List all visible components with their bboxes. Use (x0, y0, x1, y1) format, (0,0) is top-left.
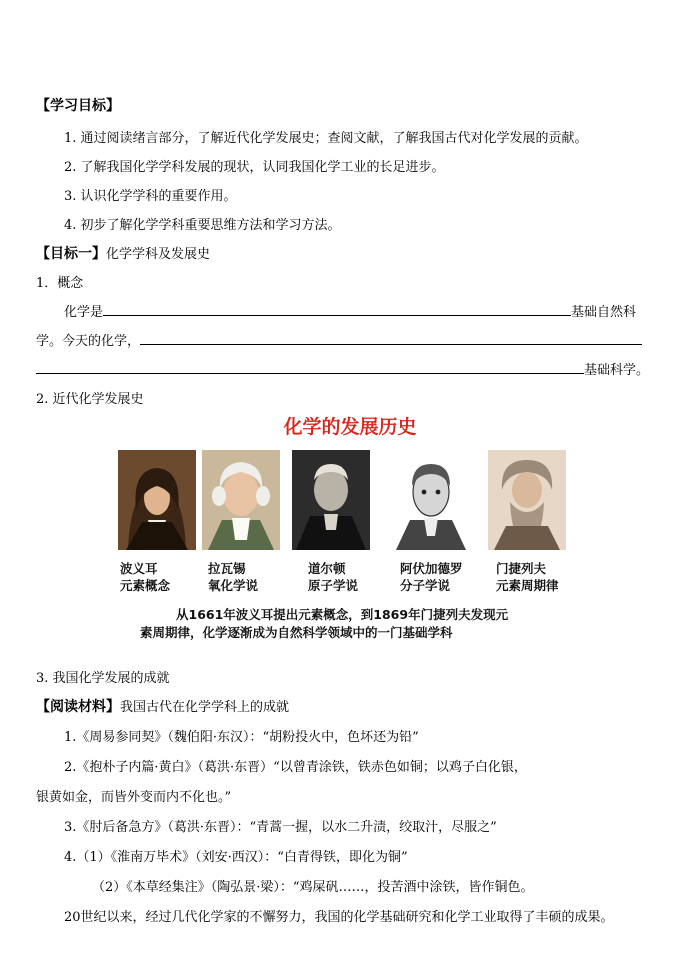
concept-blank-3[interactable] (36, 373, 584, 374)
reading-item-2-cont: 银黄如金，而皆外变而内不化也。” (36, 790, 232, 805)
objective-item-4: 4. 初步了解化学学科重要思维方法和学习方法。 (64, 218, 341, 233)
objective-item-1: 1. 通过阅读绪言部分，了解近代化学发展史；查阅文献，了解我国古代对化学发展的贡献。 (64, 131, 588, 146)
reading-item-4-1: 4.（1）《淮南万毕术》（刘安·西汉）：“白青得铁，即化为铜” (64, 850, 408, 865)
scientist-name: 拉瓦锡 (208, 561, 246, 576)
concept-line-3 (36, 359, 649, 378)
scientist-caption-5 (496, 560, 559, 594)
scientist-caption-2 (208, 560, 258, 594)
objective-item-3: 3. 认识化学学科的重要作用。 (64, 189, 237, 204)
concept-line-1 (64, 301, 636, 320)
goal1-title: 化学学科及发展史 (106, 247, 211, 262)
reading-heading: 【阅读材料】 (36, 699, 120, 715)
scientist-caption-4 (400, 560, 463, 594)
portrait-mendeleev (488, 450, 566, 550)
reading-title: 我国古代在化学学科上的成就 (120, 700, 290, 715)
scientist-name: 门捷列夫 (496, 561, 547, 576)
scientist-name: 阿伏加德罗 (400, 561, 463, 576)
history-heading: 2. 近代化学发展史 (36, 392, 144, 407)
portrait-lavoisier (202, 450, 280, 550)
figure-summary-line-2: 素周期律，化学逐渐成为自然科学领域中的一门基础学科 (140, 625, 453, 640)
concept-suffix-3: 基础科学。 (584, 363, 650, 378)
reading-item-1: 1.《周易参同契》（魏伯阳·东汉）：“胡粉投火中，色坏还为铅” (64, 730, 419, 745)
reading-item-2: 2.《抱朴子内篇·黄白》（葛洪·东晋）“以曾青涂铁，铁赤色如铜；以鸡子白化银， (64, 760, 527, 775)
concept-prefix-1: 化学是 (64, 305, 104, 320)
goal1-row (36, 243, 210, 263)
portrait-boyle (118, 450, 196, 550)
objective-item-2: 2. 了解我国化学学科发展的现状，认同我国化学工业的长足进步。 (64, 160, 445, 175)
scientist-name: 道尔顿 (308, 561, 346, 576)
history-figure (110, 408, 590, 648)
concept-prefix-2: 学。今天的化学， (36, 334, 141, 349)
scientist-theory: 分子学说 (400, 578, 451, 593)
closing-paragraph: 20世纪以来，经过几代化学家的不懈努力，我国的化学基础研究和化学工业取得了丰硕的成果。 (64, 910, 614, 925)
concept-blank-2[interactable] (140, 344, 642, 345)
scientist-caption-1 (120, 560, 170, 594)
concept-suffix-1: 基础自然科 (571, 305, 637, 320)
figure-summary-line-1: 从1661年波义耳提出元素概念，到1869年门捷列夫发现元 (176, 607, 509, 622)
goal1-heading: 【目标一】 (36, 246, 106, 262)
reading-row (36, 696, 289, 716)
china-heading: 3. 我国化学发展的成就 (36, 671, 170, 686)
figure-title: 化学的发展历史 (283, 416, 417, 438)
scientist-theory: 元素概念 (120, 578, 171, 593)
scientist-theory: 氧化学说 (208, 578, 259, 593)
objectives-heading: 【学习目标】 (36, 98, 120, 114)
scientist-caption-3 (308, 560, 358, 594)
reading-item-4-2: （2）《本草经集注》（陶弘景·梁）：“鸡屎矾……，投苦酒中涂铁，皆作铜色。 (92, 880, 534, 895)
scientist-theory: 原子学说 (308, 578, 359, 593)
portrait-avogadro (392, 450, 470, 550)
scientist-name: 波义耳 (120, 561, 158, 576)
concept-line-2 (36, 330, 642, 349)
concept-blank-1[interactable] (103, 315, 571, 316)
concept-heading: 1．概念 (36, 276, 84, 291)
reading-item-3: 3.《肘后备急方》（葛洪·东晋）：“青蒿一握，以水二升渍，绞取汁，尽服之” (64, 820, 497, 835)
scientist-theory: 元素周期律 (496, 578, 559, 593)
portrait-dalton (292, 450, 370, 550)
figure-summary (140, 606, 570, 642)
